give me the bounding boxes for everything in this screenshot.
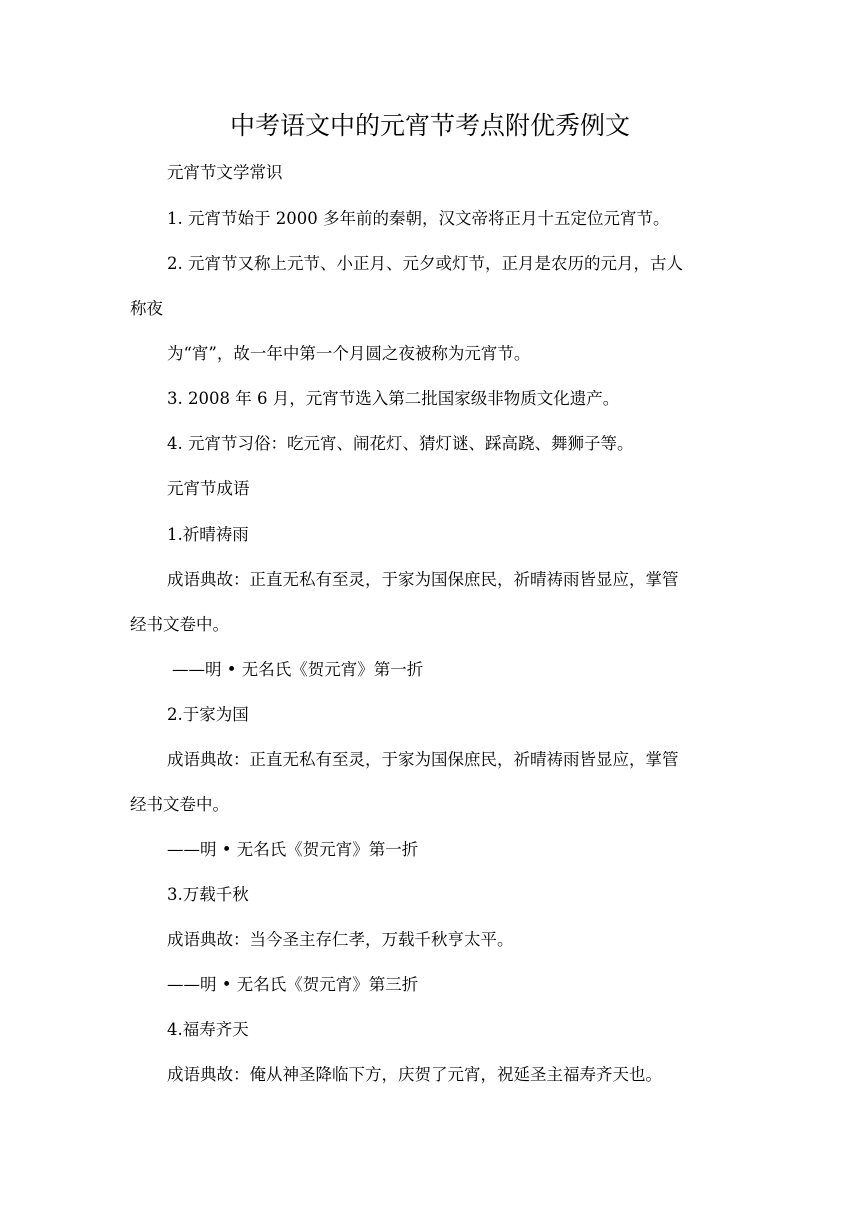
paragraph-line: 经书文卷中。 xyxy=(130,615,229,634)
idiom-heading: 4.福寿齐天 xyxy=(167,1020,249,1039)
source-citation: ——明 • 无名氏《贺元宵》第一折 xyxy=(172,660,424,679)
paragraph-line: 成语典故：正直无私有至灵，于家为国保庶民，祈晴祷雨皆显应，掌管 xyxy=(167,570,679,589)
paragraph-line: 经书文卷中。 xyxy=(130,795,229,814)
idiom-heading: 1.祈晴祷雨 xyxy=(167,525,249,544)
idiom-heading: 2.于家为国 xyxy=(167,705,249,724)
section-heading: 元宵节文学常识 xyxy=(167,163,283,182)
paragraph-line: 为“宵”，故一年中第一个月圆之夜被称为元宵节。 xyxy=(167,344,531,363)
source-citation: ——明 • 无名氏《贺元宵》第三折 xyxy=(167,975,419,994)
paragraph-line: 成语典故：俺从神圣降临下方，庆贺了元宵，祝延圣主福寿齐天也。 xyxy=(167,1065,662,1084)
paragraph-line: 称夜 xyxy=(130,299,163,318)
paragraph-line: 成语典故：正直无私有至灵，于家为国保庶民，祈晴祷雨皆显应，掌管 xyxy=(167,750,679,769)
paragraph-line: 成语典故：当今圣主存仁孝，万载千秋亨太平。 xyxy=(167,930,514,949)
paragraph-line: 1. 元宵节始于 2000 多年前的秦朝，汉文帝将正月十五定位元宵节。 xyxy=(167,209,670,228)
section-heading: 元宵节成语 xyxy=(167,479,250,498)
source-citation: ——明 • 无名氏《贺元宵》第一折 xyxy=(167,840,419,859)
paragraph-line: 3. 2008 年 6 月，元宵节选入第二批国家级非物质文化遗产。 xyxy=(167,389,620,408)
idiom-heading: 3.万载千秋 xyxy=(167,885,249,904)
document-title: 中考语文中的元宵节考点附优秀例文 xyxy=(229,111,630,140)
paragraph-line: 4. 元宵节习俗：吃元宵、闹花灯、猜灯谜、踩高跷、舞狮子等。 xyxy=(167,434,634,453)
paragraph-line: 2. 元宵节又称上元节、小正月、元夕或灯节，正月是农历的元月，古人 xyxy=(167,254,683,273)
